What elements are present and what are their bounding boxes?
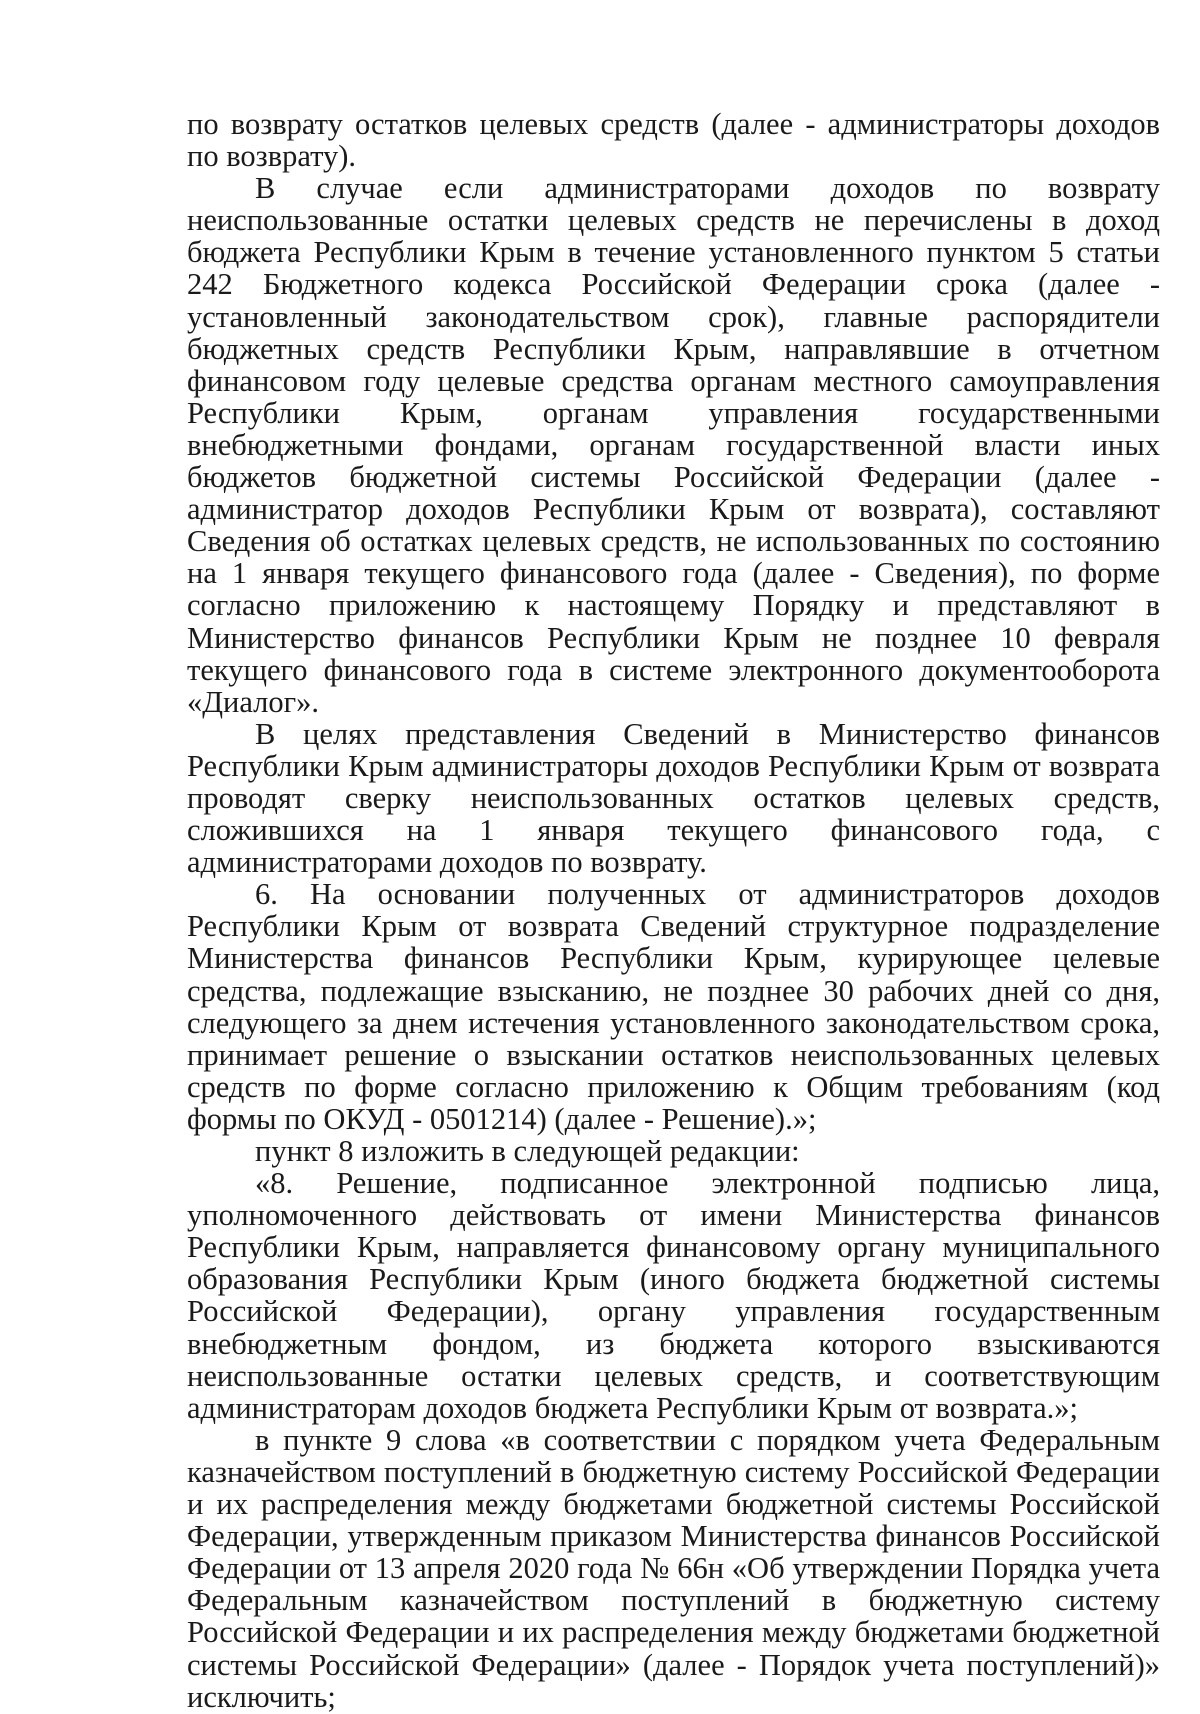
paragraph-continuation: по возврату остатков целевых средств (далее - администраторы доходов по возврату). bbox=[187, 107, 1160, 174]
paragraph-reconciliation: В целях представления Сведений в Министерство финансов Республики Крым администраторы доходов Республики Крым от возврата проводят сверку неиспользованных остатков целевых средств, сложившихся на 1 января текущего финансового года, с администраторами доходов по возврату. bbox=[187, 716, 1160, 880]
paragraph-item-8: «8. Решение, подписанное электронной подписью лица, уполномоченного действовать от имени Министерства финансов Республики Крым, направляется финансовому органу муниципального образования Республики Крым (иного бюджета бюджетной системы Российской Федерации), органу управления государственным внебюджетным фондом, из бюджета которого взыскиваются неиспользованные остатки целевых средств, и соответствующим администраторам доходов бюджета Республики Крым от возврата.»; bbox=[187, 1166, 1160, 1425]
paragraph-unused-balances: В случае если администраторами доходов по возврату неиспользованные остатки целевых средств не перечислены в доход бюджета Республики Крым в течение установленного пунктом 5 статьи 242 Бюджетного кодекса Российской Федерации срока (далее - установленный законодательством срок), главные распорядители бюджетных средств Республики Крым, направлявшие в отчетном финансовом году целевые средства органам местного самоуправления Республики Крым, органам управления государственными внебюджетными фондами, органам государственной власти иных бюджетов бюджетной системы Российской Федерации (далее - администратор доходов Республики Крым от возврата), составляют Сведения об остатках целевых средств, не использованных по состоянию на 1 января текущего финансового года (далее - Сведения), по форме согласно приложению к настоящему Порядку и представляют в Министерство финансов Республики Крым не позднее 10 февраля текущего финансового года в системе электронного документооборота «Диалог». bbox=[187, 171, 1160, 719]
paragraph-item-9: в пункте 9 слова «в соответствии с порядком учета Федеральным казначейством поступлений в бюджетную систему Российской Федерации и их распределения между бюджетами бюджетной системы Российской Федерации, утвержденным приказом Министерства финансов Российской Федерации от 13 апреля 2020 года № 66н «Об утверждении Порядка учета Федеральным казначейством поступлений в бюджетную систему Российской Федерации и их распределения между бюджетами бюджетной системы Российской Федерации» (далее - Порядок учета поступлений)» исключить; bbox=[187, 1422, 1160, 1714]
paragraph-item-6: 6. На основании полученных от администраторов доходов Республики Крым от возврата Сведений структурное подразделение Министерства финансов Республики Крым, курирующее целевые средства, подлежащие взысканию, не позднее 30 рабочих дней со дня, следующего за днем истечения установленного законодательством срока, принимает решение о взыскании остатков неиспользованных целевых средств по форме согласно приложению к Общим требованиям (код формы по ОКУД - 0501214) (далее - Решение).»; bbox=[187, 877, 1160, 1136]
paragraph-item-8-intro: пункт 8 изложить в следующей редакции: bbox=[255, 1134, 800, 1168]
document-body bbox=[187, 108, 1160, 1713]
